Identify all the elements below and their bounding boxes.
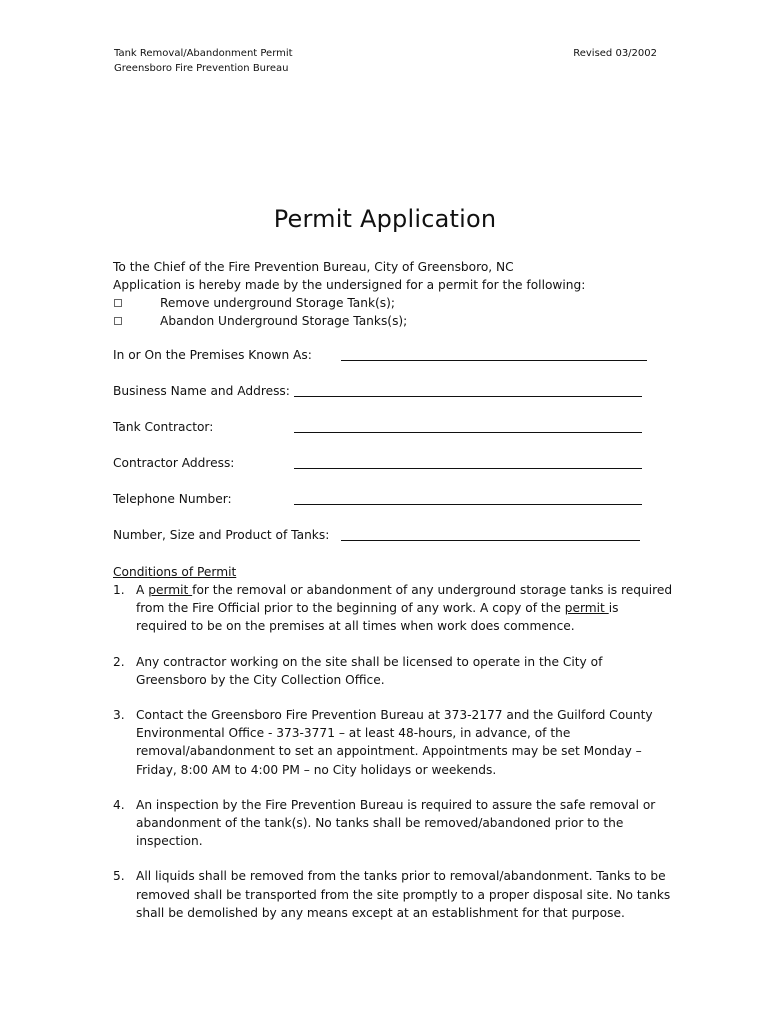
field-tanks — [113, 526, 329, 544]
telephone-input-line[interactable] — [294, 504, 642, 505]
field-business — [113, 382, 290, 400]
header-permit-name: Tank Removal/Abandonment Permit — [114, 48, 293, 59]
conditions-title: Conditions of Permit — [113, 565, 237, 579]
field-contractor-address — [113, 454, 234, 472]
contractor-address-label: Contractor Address: — [113, 456, 235, 470]
business-input-line[interactable] — [294, 396, 642, 397]
header-bureau-name: Greensboro Fire Prevention Bureau — [114, 63, 289, 74]
field-telephone — [113, 490, 232, 508]
conditions-section — [113, 563, 673, 939]
premises-label: In or On the Premises Known As: — [113, 348, 312, 362]
option-abandon-label: Abandon Underground Storage Tanks(s); — [160, 314, 408, 328]
page-title: Permit Application — [273, 205, 497, 233]
condition-text: Any contractor working on the site shall be licensed to operate in the City of Greensboro by the City Collection Office. — [136, 654, 603, 687]
premises-input-line[interactable] — [341, 360, 647, 361]
condition-item — [113, 653, 673, 689]
condition-item — [113, 867, 673, 922]
intro-statement: Application is hereby made by the undersigned for a permit for the following: — [113, 278, 586, 292]
abandon-tanks-checkbox[interactable] — [114, 317, 122, 325]
business-label: Business Name and Address: — [113, 384, 290, 398]
contractor-input-line[interactable] — [294, 432, 642, 433]
header-revised-date: Revised 03/2002 — [573, 48, 657, 59]
contractor-label: Tank Contractor: — [113, 420, 214, 434]
intro-addressee: To the Chief of the Fire Prevention Bureau, City of Greensboro, NC — [113, 260, 514, 274]
condition-number: 4. — [113, 797, 125, 812]
condition-text-part: for the removal or abandonment of any underground storage tanks is required from the Fire Official prior to the beginning of any work. A copy of the — [136, 583, 673, 616]
remove-tanks-checkbox[interactable] — [114, 299, 122, 307]
condition-text-part: is required to be on the premises at all times when work does commence. — [136, 601, 619, 634]
condition-item — [113, 581, 673, 636]
intro-block — [113, 258, 585, 330]
condition-number: 2. — [113, 654, 125, 669]
option-remove-label: Remove underground Storage Tank(s); — [160, 296, 396, 310]
option-remove-tanks[interactable] — [113, 294, 585, 312]
condition-text — [136, 581, 673, 636]
condition-item — [113, 796, 673, 851]
telephone-label: Telephone Number: — [113, 492, 232, 506]
field-contractor — [113, 418, 213, 436]
condition-number: 5. — [113, 869, 125, 884]
tanks-label: Number, Size and Product of Tanks: — [113, 528, 330, 542]
condition-text: An inspection by the Fire Prevention Bureau is required to assure the safe removal or abandonment of the tank(s). No tanks shall be removed/abandoned prior to the inspection. — [136, 797, 656, 849]
condition-text-part: A — [136, 583, 149, 597]
condition-item — [113, 706, 673, 779]
condition-number: 1. — [113, 583, 125, 597]
condition-text: All liquids shall be removed from the tanks prior to removal/abandonment. Tanks to be removed shall be transported from the site promptly to a proper disposal site. No tanks shall be demolished by any means except at an establishment for that purpose. — [136, 869, 671, 920]
permit-underlined: permit — [148, 583, 193, 597]
tanks-input-line[interactable] — [341, 540, 640, 541]
contractor-address-input-line[interactable] — [294, 468, 642, 469]
permit-underlined: permit — [564, 601, 609, 616]
option-abandon-tanks[interactable] — [113, 312, 585, 330]
header-left — [114, 47, 293, 77]
field-premises — [113, 346, 312, 364]
condition-number: 3. — [113, 708, 125, 723]
condition-text: Contact the Greensboro Fire Prevention Bureau at 373-2177 and the Guilford County Environmental Office - 373-3771 – at least 48-hours, in advance, of the removal/abandonment to set an appointment. Appointments may be set Monday – Friday, 8:00 AM to 4:00 PM – no City holidays or weekends. — [136, 708, 653, 777]
